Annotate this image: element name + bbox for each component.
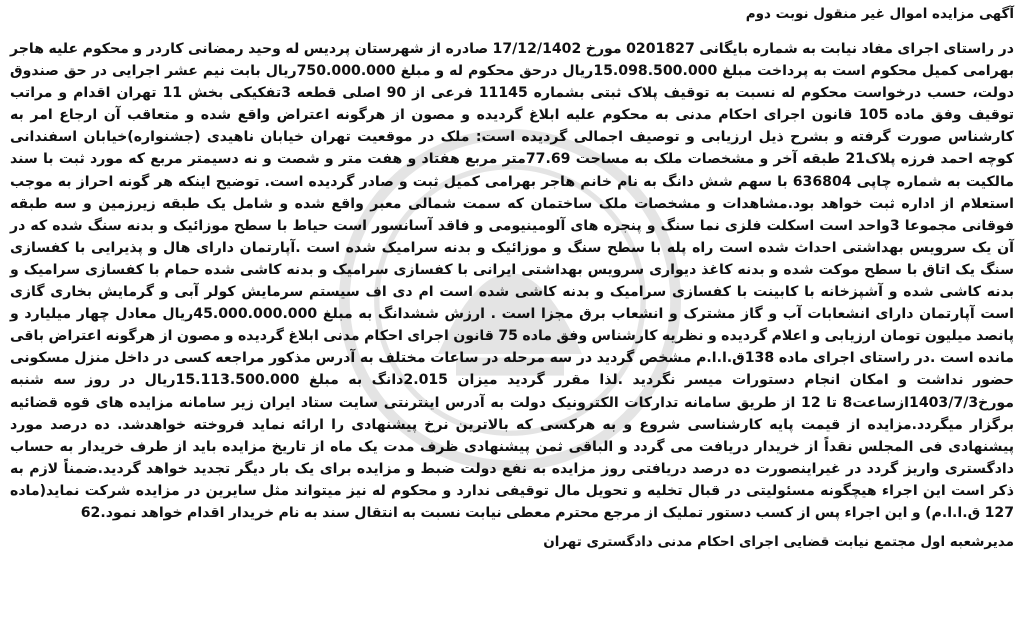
notice-title: آگهی مزایده اموال غیر منقول نوبت دوم [745,6,1014,22]
notice-body: در راستای اجرای مفاد نیابت به شماره بایگانی 0201827 مورخ 17/12/1402 صادره از شهرستان پردیس له وحید رمضانی کاردر و محکوم علیه هاجر بهرامی کمیل محکوم است به پرداخت مبلغ 15.098.500.000ریال درحق محکوم له و مبلغ 750.000.000ریال بابت نیم عشر اجرایی در حق صندوق دولت، حسب درخواست محکوم له نسبت به توقیف پلاک ثبتی بشماره 11145 فرعی از 90 اصلی قطعه 3تفکیکی بخش 11 تهران اقدام و مراتب توقیف وفق ماده 105 قانون اجرای احکام مدنی به محکوم علیه ابلاغ گردیده و مصون از هرگونه اعتراض واقع شده و متعاقب آن ارجاع امر به کارشناس صورت گرفته و بشرح ذیل ارزیابی و توصیف اجمالی گردیده است: ملک در موقعیت تهران خیابان ناهیدی (جشنواره)خیابان اسفندانی کوچه احمد فرزه پلاک21 طبقه آخر و مشخصات ملک به مساحت 77.69متر مربع هفتاد و هفت متر و شصت و نه دسیمتر مربع که مورد ثبت با سند مالکیت به شماره چاپی 636804 با سهم شش دانگ به نام خانم هاجر بهرامی کمیل ثبت و صادر گردیده است. توضیح اینکه هر گونه احراز به موجب استعلام از اداره ثبت خواهد بود.مشاهدات و مشخصات ملک ساختمان که سمت شمالی معبر واقع شده و شامل یک طبقه زیرزمین و سه طبقه فوقانی مجموعا 3واحد است اسکلت فلزی نما سنگ و پنجره های آلومینیومی و فاقد آسانسور است حیاط با سطح موزائیک و بدنه سنگ شده که در آن یک سرویس بهداشتی احداث شده است راه پله با سطح سنگ و موزائیک و بدنه سرامیک شده است .آپارتمان دارای هال و پذیرایی با کفسازی سنگ یک اتاق با سطح موکت شده و بدنه کاغذ دیواری سرویس بهداشتی ایرانی با کفسازی سرامیک و بدنه کاشی شده حمام با کفسازی سرامیک و بدنه کاشی شده و آشپزخانه با کابینت با کفسازی سرامیک و بدنه کاشی شده است ام دی اف سیستم سرمایش کولر آبی و گرمایش بخاری گازی است آپارتمان دارای انشعابات آب و گاز مشترک و انشعاب برق مجزا است . ارزش ششدانگ به مبلغ 45.000.000.000ریال معادل چهار میلیارد و پانصد میلیون تومان ارزیابی و اعلام گردیده و نظریه کارشناس وفق ماده 75 قانون اجرای احکام مدنی ابلاغ گردیده و مصون از هرگونه اعتراض باقی مانده است .در راستای اجرای ماده 138ق.ا.ا.م مشخص گردید در سه مرحله در ساعات مختلف به آدرس مذکور مراجعه کسی در داخل منزل مسکونی حضور نداشت و امکان انجام دستورات میسر نگردید .لذا مقرر گردید میزان 2.015دانگ به مبلغ 15.113.500.000ریال در روز سه شنبه مورخ1403/7/3ازساعت8 تا 12 از طریق سامانه تدارکات الکترونیک دولت به آدرس اینترنتی سایت ستاد ایران زیر سامانه مزایده های قوه قضائیه برگزار میگردد.مزایده از قیمت پایه کارشناسی شروع و به هرکسی که بالاترین نرخ پیشنهادی را ارائه نماید فروخته خواهدشد. ده درصد مورد پیشنهادی فی المجلس نقداً از خریدار دریافت می گردد و الباقی ثمن پیشنهادی ظرف مدت یک ماه از تاریخ مزایده باید از طرف خریدار به حساب دادگستری واریز گردد در غیراینصورت ده درصد دریافتی روز مزایده به نفع دولت ضبط و مزایده برای یک بار دیگر تجدید خواهد گردید.ضمناً لازم به ذکر است این اجراء هیچگونه مسئولیتی در قبال تخلیه و تحویل مال توقیفی ندارد و محکوم له نیز میتواند مثل سایرین در مزایده شرکت نماید(ماده 127 ق.ا.ا.م) و این اجراء پس از کسب دستور تملیک از مرجع محترم معطی نیابت نسبت به انتقال سند به نام خریدار اقدام خواهد نمود.62 [10,41,1015,521]
notice-signature: مدیرشعبه اول مجتمع نیابت قضایی اجرای احکام مدنی دادگستری تهران [543,534,1014,551]
